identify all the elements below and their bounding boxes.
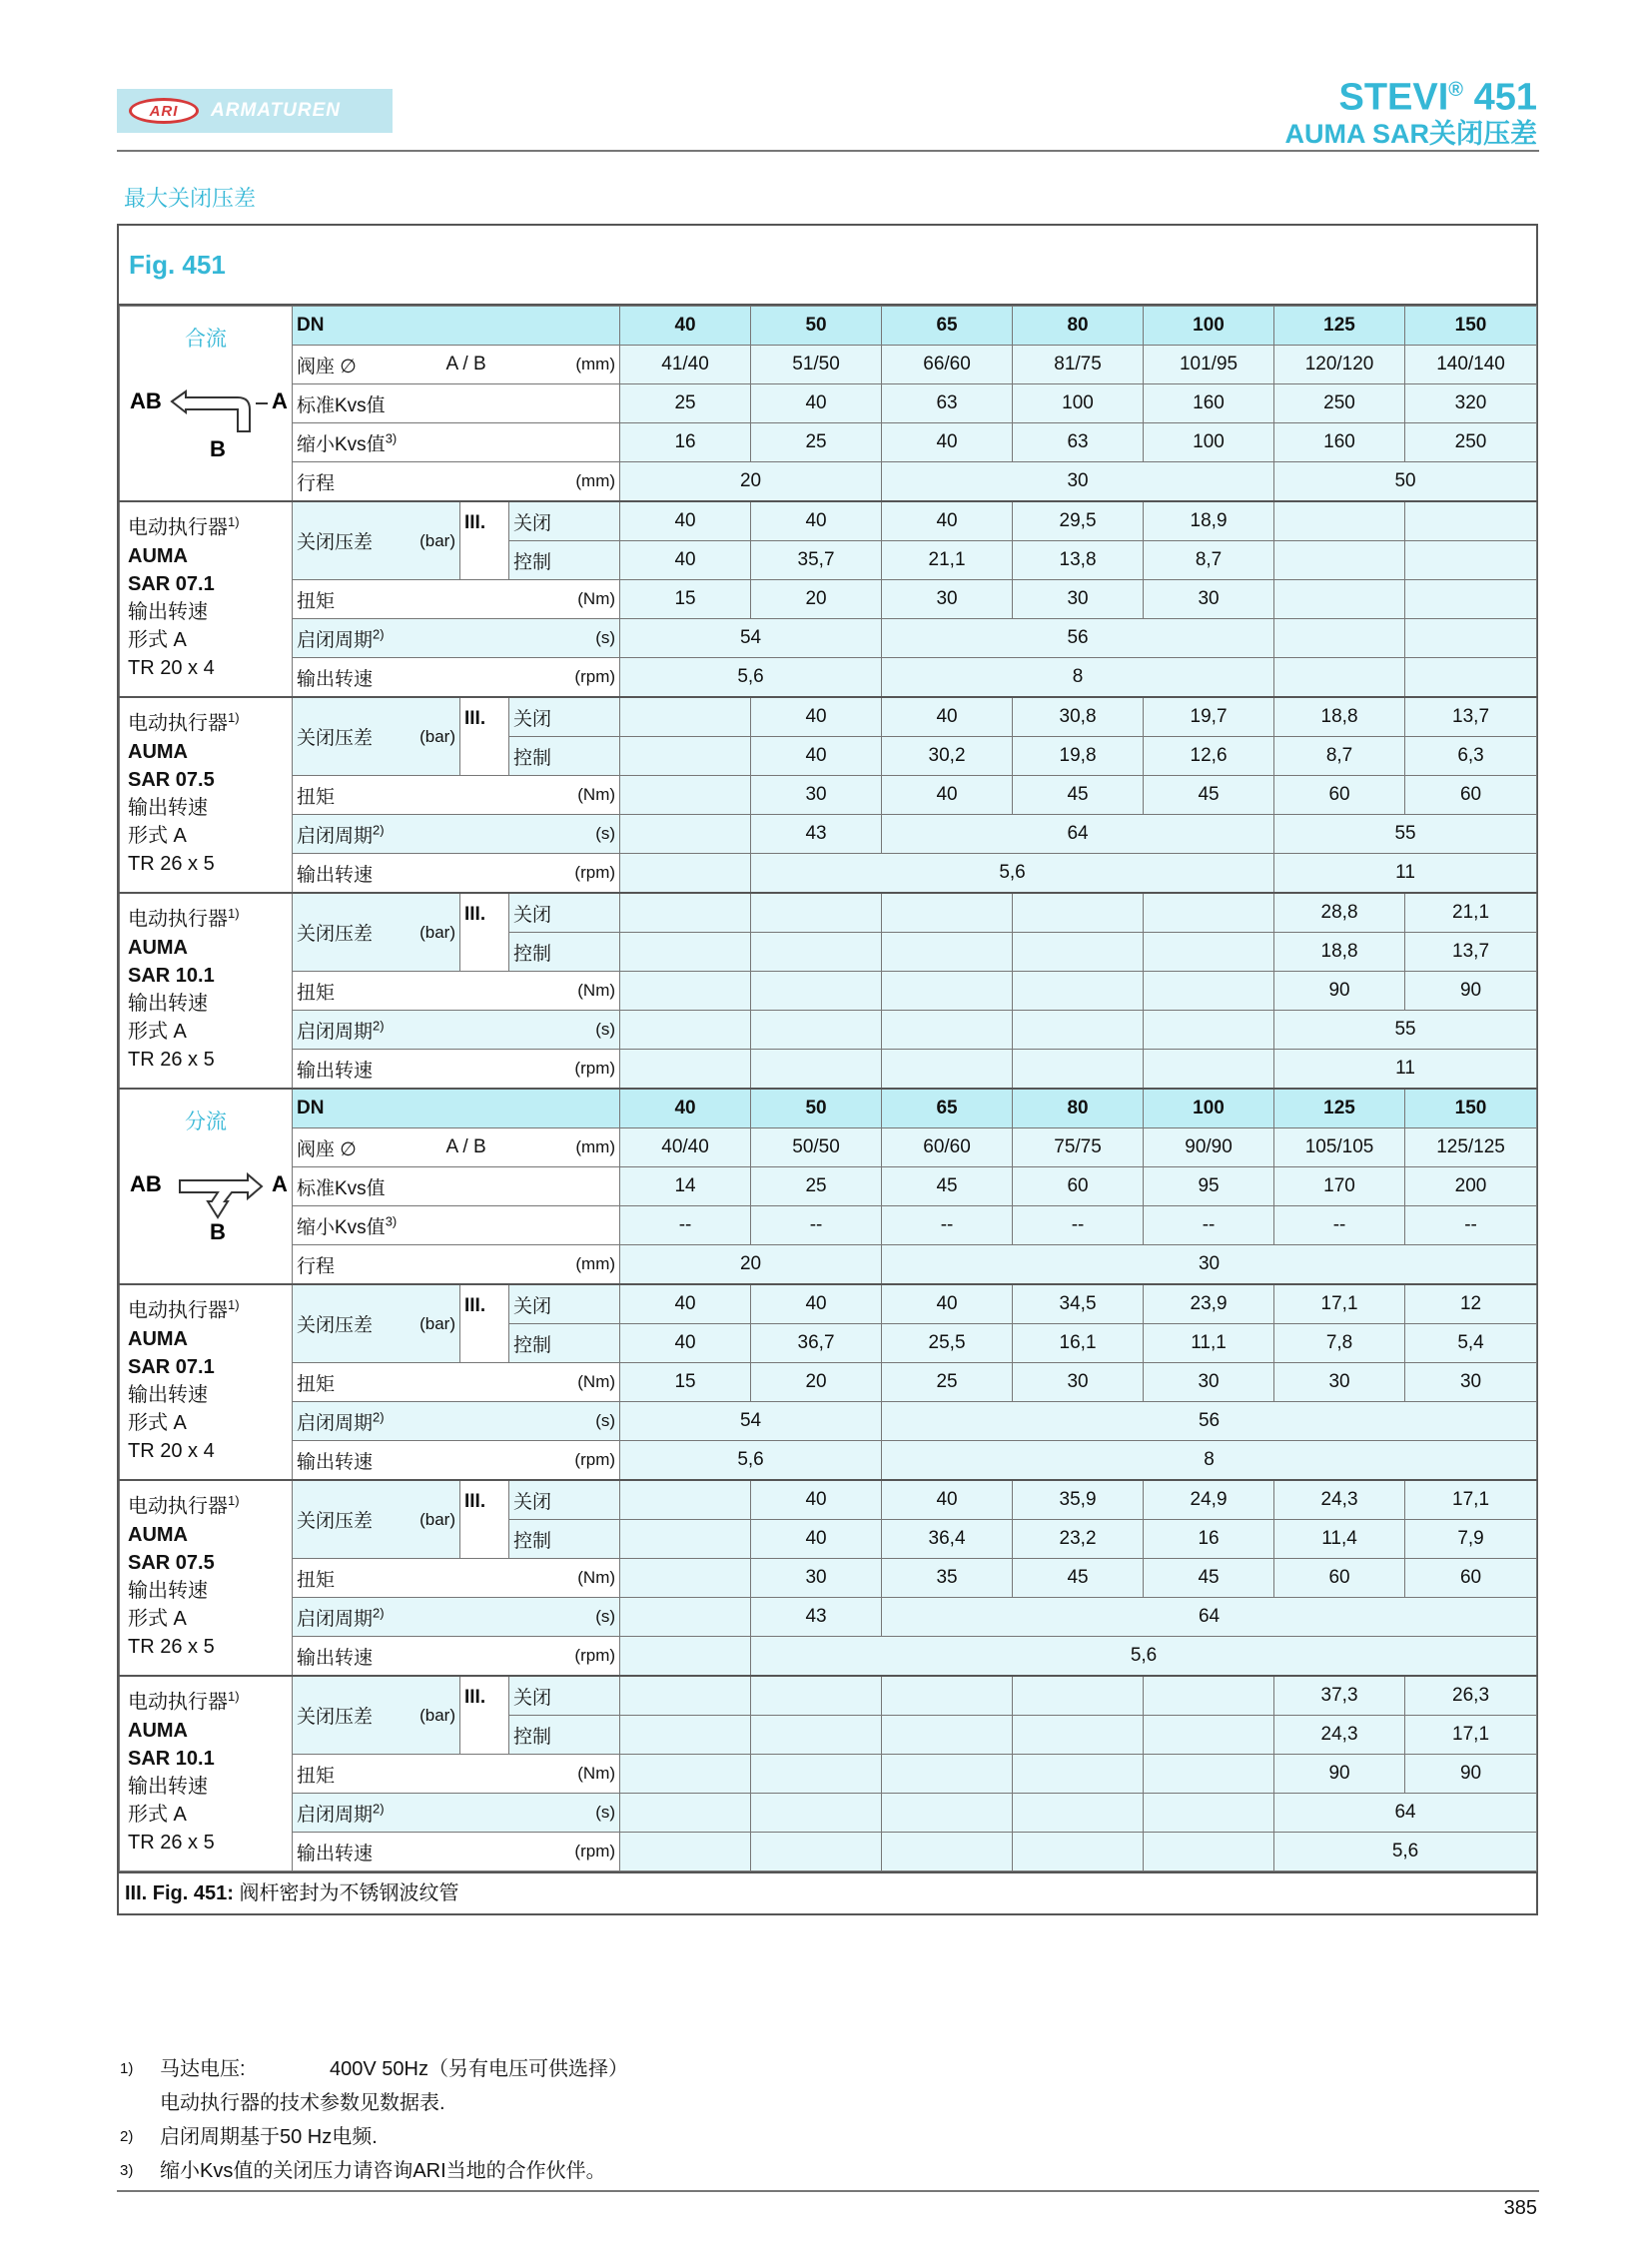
dn-150: 150 <box>1405 307 1537 346</box>
mixing-diagram <box>120 307 293 502</box>
m3-speed-row: 输出转速 (rpm) 11 <box>120 1050 1537 1090</box>
mix-kvs-row: 标准Kvs值 25 40 63 100 160 250 320 <box>120 384 1537 423</box>
m2-ctrl-row: 控制 40 30,2 19,8 12,6 8,7 6,3 <box>120 737 1537 776</box>
seat-label: 阀座 ∅ A / B (mm) <box>293 346 620 384</box>
d2-ctrl-row: 控制 40 36,4 23,2 16 11,4 7,9 <box>120 1520 1537 1559</box>
m1-ctrl-row: 控制 40 35,7 21,1 13,8 8,7 <box>120 541 1537 580</box>
div-kvs-reduced-row: 缩小Kvs值$^{3)}$ -- -- -- -- -- -- -- <box>120 1206 1537 1245</box>
m1-cycle-row: 启闭周期$^{2)}$ (s) 54 56 <box>120 619 1537 658</box>
d3-torque-row: 扭矩 (Nm) 90 90 <box>120 1755 1537 1794</box>
footer-divider <box>117 2190 1539 2192</box>
m1-speed-row: 输出转速 (rpm) 5,6 8 <box>120 658 1537 698</box>
m1-close-row: 电动执行器$^{1)}$ AUMA SAR 07.1 输出转速 形式 A TR 20 x 4 关闭压差 (bar) III. 关闭 40 40 40 29,5 18,9 <box>120 501 1537 541</box>
div-seat-row: 阀座 ∅ A / B (mm) 40/40 50/50 60/60 75/75 90/90 105/105 125/125 <box>120 1128 1537 1167</box>
mix-kvs-reduced-row: 缩小Kvs值$^{3)}$ 16 25 40 63 100 160 250 <box>120 423 1537 462</box>
stroke-label: 行程 (mm) <box>293 462 620 502</box>
section-title: 最大关闭压差 <box>124 186 257 211</box>
d3-ctrl-row: 控制 24,3 17,1 <box>120 1716 1537 1755</box>
diverting-valve-icon <box>120 1090 293 1279</box>
mix-seat-row: 阀座 ∅ A / B (mm) 41/40 51/50 66/60 81/75 101/95 120/120 140/140 <box>120 346 1537 384</box>
dn-50: 50 <box>751 307 882 346</box>
d2-torque-row: 扭矩 (Nm) 30 35 45 45 60 60 <box>120 1559 1537 1598</box>
actuator-sar-07-5-div: 电动执行器$^{1)}$ AUMA SAR 07.5 输出转速 形式 A TR 26 x 5 <box>120 1480 293 1676</box>
dp-label: 关闭压差 (bar) <box>293 501 460 580</box>
table-footer-note: III. Fig. 451: 阀杆密封为不锈钢波纹管 <box>119 1871 1536 1913</box>
div-port-b: B <box>210 1219 226 1244</box>
registered-mark: ® <box>1448 79 1464 101</box>
m2-cycle-row: 启闭周期$^{2)}$ (s) 43 64 55 <box>120 815 1537 854</box>
figure-label: Fig. 451 <box>119 226 1536 306</box>
d3-cycle-row: 启闭周期$^{2)}$ (s) 64 <box>120 1794 1537 1833</box>
m3-cycle-row: 启闭周期$^{2)}$ (s) 55 <box>120 1011 1537 1050</box>
kvs-reduced-label: 缩小Kvs值$^{3)}$ <box>293 423 620 462</box>
diverting-title: 分流 <box>185 1111 227 1133</box>
header-divider <box>117 150 1539 152</box>
page-subtitle: AUMA SAR关闭压差 <box>1284 118 1537 149</box>
logo-text: ARMATUREN <box>211 100 342 121</box>
mixing-title: 合流 <box>185 328 227 351</box>
d1-torque-row: 扭矩 (Nm) 15 20 25 30 30 30 30 <box>120 1363 1537 1402</box>
dn-40: 40 <box>620 307 751 346</box>
d2-speed-row: 输出转速 (rpm) 5,6 <box>120 1637 1537 1677</box>
dn-label: DN <box>293 307 620 346</box>
product-number: 451 <box>1473 76 1537 119</box>
kvs-label: 标准Kvs值 <box>293 384 620 423</box>
data-table-frame <box>117 224 1538 1915</box>
page-header-title <box>1285 70 1538 150</box>
diverting-arrow <box>180 1174 262 1217</box>
footnote-3: 3) 缩小Kvs值的关闭压力请咨询ARI当地的合作伙伴。 <box>120 2160 606 2182</box>
div-stroke-row: 行程 (mm) 20 30 <box>120 1245 1537 1285</box>
d1-ctrl-row: 控制 40 36,7 25,5 16,1 11,1 7,8 5,4 <box>120 1324 1537 1363</box>
mixing-arrow <box>172 391 250 431</box>
footnotes <box>120 2052 628 2188</box>
footnote-1: 1) 马达电压: 400V 50Hz（另有电压可供选择） <box>120 2058 628 2080</box>
mix-stroke-row: 行程 (mm) 20 30 50 <box>120 462 1537 502</box>
m2-speed-row: 输出转速 (rpm) 5,6 11 <box>120 854 1537 894</box>
actuator-sar-07-5-mix: 电动执行器$^{1)}$ AUMA SAR 07.5 输出转速 形式 A TR 26 x 5 <box>120 697 293 893</box>
actuator-sar-10-1-div: 电动执行器$^{1)}$ AUMA SAR 10.1 输出转速 形式 A TR 26 x 5 <box>120 1676 293 1871</box>
div-port-a: A <box>272 1171 288 1196</box>
d3-close-row: 电动执行器$^{1)}$ AUMA SAR 10.1 输出转速 形式 A TR 26 x 5 关闭压差 (bar) III. 关闭 37,3 26,3 <box>120 1676 1537 1716</box>
mix-port-a: A <box>272 388 288 413</box>
dn-65: 65 <box>882 307 1013 346</box>
pressure-table <box>119 306 1537 1871</box>
div-port-ab: AB <box>130 1171 162 1196</box>
m2-close-row: 电动执行器$^{1)}$ AUMA SAR 07.5 输出转速 形式 A TR 26 x 5 关闭压差 (bar) III. 关闭 40 40 30,8 19,7 18,8 13,7 <box>120 697 1537 737</box>
d2-cycle-row: 启闭周期$^{2)}$ (s) 43 64 <box>120 1598 1537 1637</box>
m3-torque-row: 扭矩 (Nm) 90 90 <box>120 972 1537 1011</box>
d1-cycle-row: 启闭周期$^{2)}$ (s) 54 56 <box>120 1402 1537 1441</box>
m2-torque-row: 扭矩 (Nm) 30 40 45 45 60 60 <box>120 776 1537 815</box>
ari-armaturen-logo <box>117 89 393 133</box>
dn-80: 80 <box>1013 307 1144 346</box>
mixing-valve-icon <box>120 307 293 496</box>
diverting-diagram <box>120 1089 293 1284</box>
mix-port-b: B <box>210 436 226 461</box>
page-number: 385 <box>1503 2197 1537 2219</box>
footnote-1-cont: 电动执行器的技术参数见数据表. <box>160 2092 445 2114</box>
actuator-sar-10-1-mix: 电动执行器$^{1)}$ AUMA SAR 10.1 输出转速 形式 A TR 26 x 5 <box>120 893 293 1089</box>
actuator-sar-07-1-div: 电动执行器$^{1)}$ AUMA SAR 07.1 输出转速 形式 A TR 20 x 4 <box>120 1284 293 1480</box>
dn-125: 125 <box>1274 307 1405 346</box>
d1-speed-row: 输出转速 (rpm) 5,6 8 <box>120 1441 1537 1481</box>
div-dn-row: 分流 AB A B DN 40 50 65 80 100 125 150 <box>120 1089 1537 1128</box>
footnote-2: 2) 启闭周期基于50 Hz电频. <box>120 2126 378 2148</box>
ari-logo-mark: ARI <box>129 98 199 124</box>
mix-dn-row <box>120 307 1537 346</box>
d3-speed-row: 输出转速 (rpm) 5,6 <box>120 1833 1537 1871</box>
actuator-sar-07-1-mix: 电动执行器$^{1)}$ AUMA SAR 07.1 输出转速 形式 A TR 20 x 4 <box>120 501 293 697</box>
div-kvs-row: 标准Kvs值 14 25 45 60 95 170 200 <box>120 1167 1537 1206</box>
product-name: STEVI <box>1338 76 1449 119</box>
dn-100: 100 <box>1144 307 1274 346</box>
d1-close-row: 电动执行器$^{1)}$ AUMA SAR 07.1 输出转速 形式 A TR 20 x 4 关闭压差 (bar) III. 关闭 40 40 40 34,5 23,9 17,1 12 <box>120 1284 1537 1324</box>
d2-close-row: 电动执行器$^{1)}$ AUMA SAR 07.5 输出转速 形式 A TR 26 x 5 关闭压差 (bar) III. 关闭 40 40 35,9 24,9 24,3 17,1 <box>120 1480 1537 1520</box>
m3-close-row: 电动执行器$^{1)}$ AUMA SAR 10.1 输出转速 形式 A TR 26 x 5 关闭压差 (bar) III. 关闭 28,8 21,1 <box>120 893 1537 933</box>
mix-port-ab: AB <box>130 388 162 413</box>
m3-ctrl-row: 控制 18,8 13,7 <box>120 933 1537 972</box>
m1-torque-row: 扭矩 (Nm) 15 20 30 30 30 <box>120 580 1537 619</box>
